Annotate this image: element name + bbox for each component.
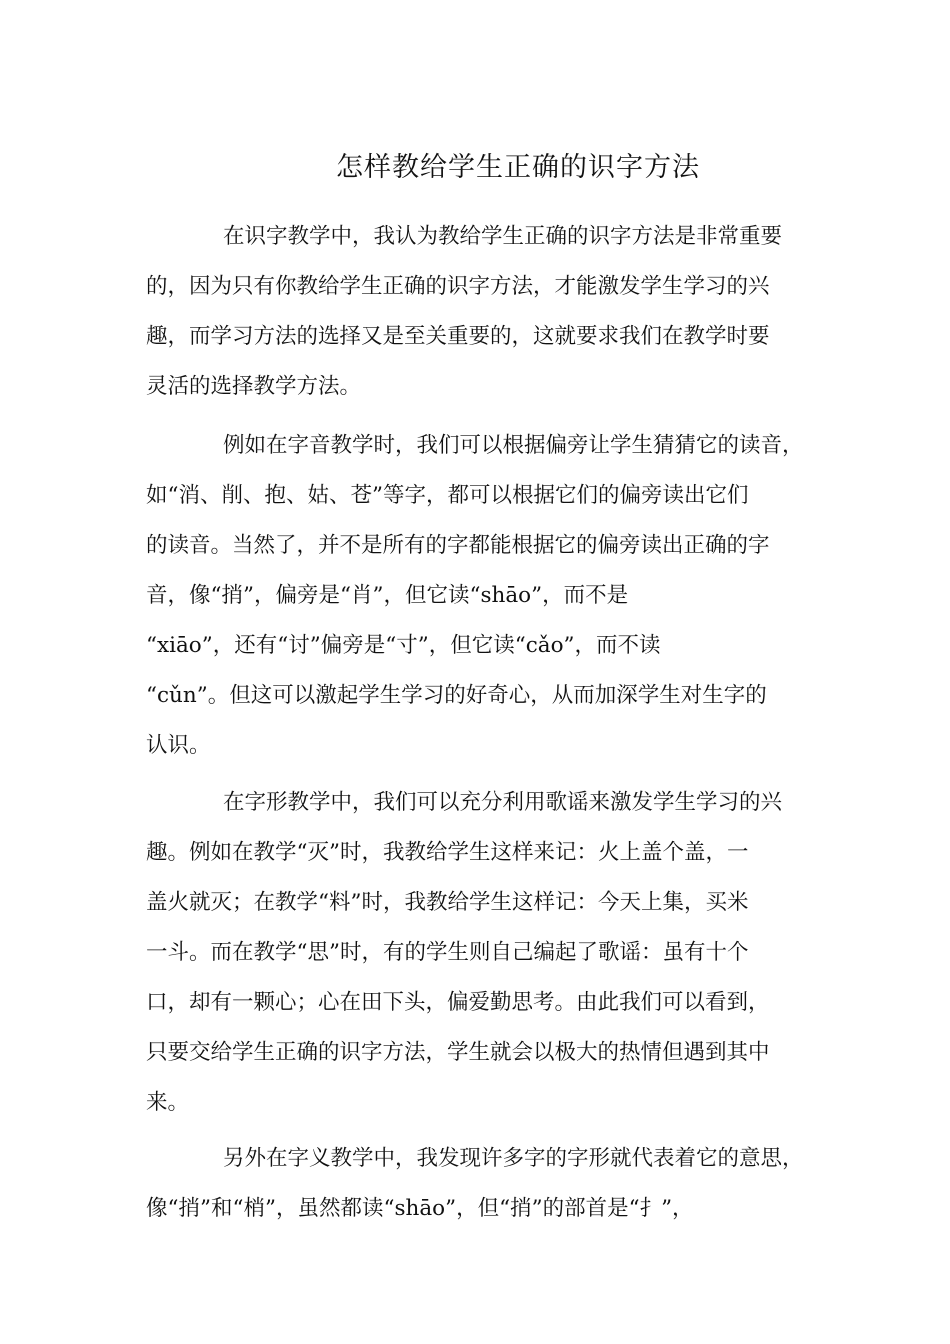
paragraph-line: 像“捎”和“梢”，虽然都读“shāo”，但“捎”的部首是“扌”， bbox=[146, 1196, 694, 1221]
paragraph-line: 一斗。而在教学“思”时，有的学生则自己编起了歌谣：虽有十个 bbox=[146, 940, 749, 965]
paragraph-line: 盖火就灭；在教学“料”时，我教给学生这样记：今天上集，买米 bbox=[146, 890, 749, 915]
paragraph-line: 的读音。当然了，并不是所有的字都能根据它的偏旁读出正确的字 bbox=[146, 533, 770, 558]
paragraph-2 bbox=[146, 425, 836, 775]
document-body bbox=[146, 216, 836, 1248]
paragraph-line: 在识字教学中，我认为教给学生正确的识字方法是非常重要 bbox=[223, 224, 783, 249]
paragraph-line: 灵活的选择教学方法。 bbox=[146, 374, 362, 399]
paragraph-line: 来。 bbox=[146, 1090, 190, 1115]
paragraph-line: 例如在字音教学时，我们可以根据偏旁让学生猜猜它的读音， bbox=[223, 433, 804, 458]
paragraph-line: 的，因为只有你教给学生正确的识字方法，才能激发学生学习的兴 bbox=[146, 274, 770, 299]
paragraph-line: 音，像“捎”，偏旁是“肖”，但它读“shāo”，而不是 bbox=[146, 583, 629, 608]
paragraph-1 bbox=[146, 216, 836, 416]
paragraph-line: 趣。例如在教学“灭”时，我教给学生这样来记：火上盖个盖，一 bbox=[146, 840, 749, 865]
paragraph-4 bbox=[146, 1138, 836, 1238]
paragraph-line: 认识。 bbox=[146, 733, 211, 758]
paragraph-line: “xiāo”，还有“讨”偏旁是“寸”，但它读“cǎo”，而不读 bbox=[146, 633, 661, 658]
paragraph-line: “cǔn”。但这可以激起学生学习的好奇心，从而加深学生对生字的 bbox=[146, 683, 767, 708]
paragraph-line: 在字形教学中，我们可以充分利用歌谣来激发学生学习的兴 bbox=[223, 790, 783, 815]
paragraph-line: 只要交给学生正确的识字方法，学生就会以极大的热情但遇到其中 bbox=[146, 1040, 770, 1065]
paragraph-line: 如“消、削、抱、姑、苍”等字，都可以根据它们的偏旁读出它们 bbox=[146, 483, 749, 508]
paragraph-line: 趣，而学习方法的选择又是至关重要的，这就要求我们在教学时要 bbox=[146, 324, 770, 349]
paragraph-3 bbox=[146, 782, 836, 1132]
paragraph-line: 另外在字义教学中，我发现许多字的字形就代表着它的意思， bbox=[223, 1146, 804, 1171]
paragraph-line: 口，却有一颗心；心在田下头，偏爱勤思考。由此我们可以看到， bbox=[146, 990, 770, 1015]
document-title: 怎样教给学生正确的识字方法 bbox=[336, 152, 700, 183]
